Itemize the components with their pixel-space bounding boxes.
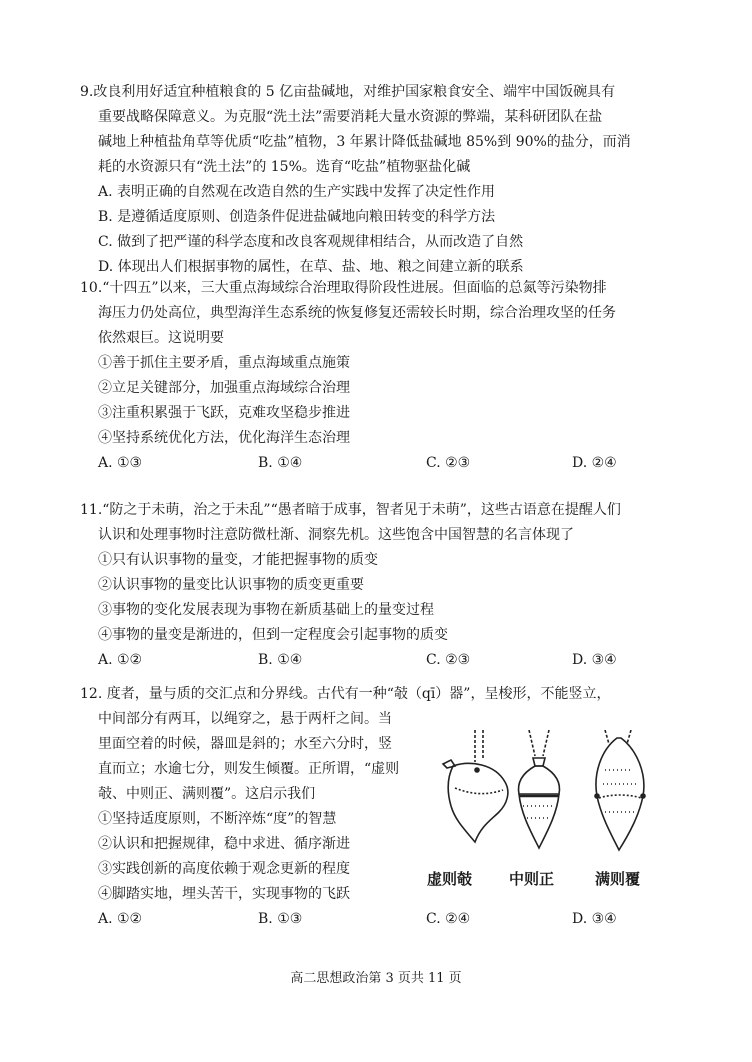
q10-choice-d[interactable]: D. ②④ (572, 455, 617, 471)
q10-choice-b[interactable]: B. ①④ (258, 455, 303, 471)
q10-item-1: ①善于抓住主要矛盾，重点海域重点施策 (98, 355, 350, 371)
q10-stem-line: 依然艰巨。这说明要 (98, 330, 224, 346)
q12-choice-b[interactable]: B. ①③ (258, 911, 303, 927)
q9-option-a[interactable]: A. 表明正确的自然观在改造自然的生产实践中发挥了决定性作用 (98, 184, 496, 200)
q9-stem-line: 耗的水资源只有“洗土法”的 15%。选育“吃盐”植物驱盐化碱 (98, 159, 471, 175)
q12-item-3: ③实践创新的高度依赖于观念更新的程度 (98, 861, 350, 877)
q11-item-4: ④事物的量变是渐进的，但到一定程度会引起事物的质变 (98, 627, 448, 643)
q11-choice-b[interactable]: B. ①④ (258, 652, 303, 668)
upright-vessel-icon (519, 730, 560, 848)
q12-choices (80, 907, 680, 932)
overturned-vessel-icon (595, 730, 645, 850)
q10-stem-line: 10.“十四五”以来，三大重点海域综合治理取得阶段性进展。但面临的总氮等污染物排 (80, 280, 607, 296)
question-11 (80, 498, 680, 673)
q10-item-3: ③注重积累强于飞跃，克难攻坚稳步推进 (98, 405, 350, 421)
q9-stem-line: 9.改良利用好适宜种植粮食的 5 亿亩盐碱地，对维护国家粮食安全、端牢中国饭碗具有 (80, 84, 616, 100)
q11-item-3: ③事物的变化发展表现为事物在新质基础上的量变过程 (98, 602, 434, 618)
q11-choice-d[interactable]: D. ③④ (572, 652, 617, 668)
q12-item-4: ④脚踏实地，埋头苦干，实现事物的飞跃 (98, 886, 350, 902)
q11-stem-line: 认识和处理事物时注意防微杜渐、洞察先机。这些饱含中国智慧的名言体现了 (98, 527, 574, 543)
q9-option-c[interactable]: C. 做到了把严谨的科学态度和改良客观规律相结合，从而改造了自然 (98, 234, 524, 250)
q12-stem-line: 里面空着的时候，器皿是斜的；水至六分时，竖 (98, 736, 392, 752)
question-9 (80, 80, 680, 280)
q12-item-1: ①坚持适度原则，不断淬炼“度”的智慧 (98, 811, 337, 827)
caption-tilted: 虚则攲 (427, 870, 473, 888)
qi-vessel-figure (425, 730, 665, 900)
q11-stem-line: 11.“防之于未萌，治之于未乱”“愚者暗于成事，智者见于未萌”，这些古语意在提醒人们 (80, 502, 621, 518)
caption-overturned: 满则覆 (595, 870, 641, 888)
q9-option-d[interactable]: D. 体现出人们根据事物的属性，在草、盐、地、粮之间建立新的联系 (98, 259, 524, 275)
q10-choice-c[interactable]: C. ②③ (426, 455, 471, 471)
q12-stem-line: 直而立；水逾七分，则发生倾覆。正所谓，“虚则 (98, 761, 400, 777)
q11-choices (80, 648, 680, 673)
caption-upright: 中则正 (509, 870, 555, 888)
q12-choice-a[interactable]: A. ①② (98, 911, 143, 927)
q10-item-4: ④坚持系统优化方法，优化海洋生态治理 (98, 430, 350, 446)
q12-choice-d[interactable]: D. ③④ (572, 911, 617, 927)
q11-choice-a[interactable]: A. ①② (98, 652, 143, 668)
q12-choice-c[interactable]: C. ②④ (426, 911, 471, 927)
q9-stem-line: 重要战略保障意义。为克服“洗土法”需要消耗大量水资源的弊端，某科研团队在盐 (98, 109, 603, 125)
tilted-vessel-icon (443, 730, 508, 842)
q11-choice-c[interactable]: C. ②③ (426, 652, 471, 668)
q10-item-2: ②立足关键部分，加强重点海域综合治理 (98, 380, 350, 396)
q11-item-2: ②认识事物的量变比认识事物的质变更重要 (98, 577, 364, 593)
q10-stem-line: 海压力仍处高位，典型海洋生态系统的恢复修复还需较长时期，综合治理攻坚的任务 (98, 305, 616, 321)
q12-stem-line: 攲、中则正、满则覆”。这启示我们 (98, 786, 316, 802)
q10-choice-a[interactable]: A. ①③ (98, 455, 143, 471)
qi-vessel-illustration (425, 730, 665, 865)
q9-option-b[interactable]: B. 是遵循适度原则、创造条件促进盐碱地向粮田转变的科学方法 (98, 209, 496, 225)
q12-stem-line: 中间部分有两耳，以绳穿之，悬于两杆之间。当 (98, 711, 392, 727)
page-footer: 高二思想政治第 3 页共 11 页 (290, 971, 462, 986)
q9-stem-line: 碱地上种植盐角草等优质“吃盐”植物，3 年累计降低盐碱地 85%到 90%的盐分，而消 (98, 134, 631, 150)
question-10 (80, 276, 680, 476)
q12-stem-line: 12. 度者，量与质的交汇点和分界线。古代有一种“攲（qī）器”，呈梭形，不能竖立， (80, 686, 611, 702)
q10-choices (80, 451, 680, 476)
q11-item-1: ①只有认识事物的量变，才能把握事物的质变 (98, 552, 378, 568)
q12-item-2: ②认识和把握规律，稳中求进、循序渐进 (98, 836, 350, 852)
